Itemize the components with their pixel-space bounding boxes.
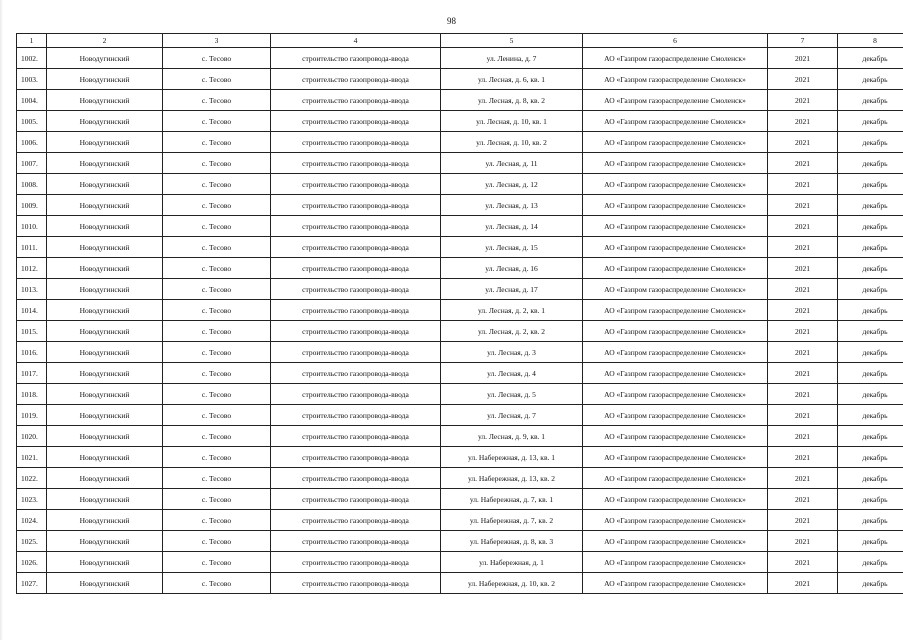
cell-district: Новодугинский <box>47 279 163 300</box>
cell-district: Новодугинский <box>47 300 163 321</box>
cell-district: Новодугинский <box>47 384 163 405</box>
cell-organization: АО «Газпром газораспределение Смоленск» <box>583 279 768 300</box>
cell-work-type: строительство газопровода-ввода <box>271 489 441 510</box>
cell-work-type: строительство газопровода-ввода <box>271 90 441 111</box>
cell-work-type: строительство газопровода-ввода <box>271 531 441 552</box>
scan-edge-shadow <box>0 0 3 640</box>
table-row <box>17 258 903 279</box>
cell-work-type: строительство газопровода-ввода <box>271 111 441 132</box>
cell-month: декабрь <box>838 153 903 174</box>
cell-organization: АО «Газпром газораспределение Смоленск» <box>583 342 768 363</box>
cell-month: декабрь <box>838 573 903 594</box>
table-row <box>17 174 903 195</box>
cell-district: Новодугинский <box>47 48 163 69</box>
table-row <box>17 405 903 426</box>
cell-month: декабрь <box>838 384 903 405</box>
cell-work-type: строительство газопровода-ввода <box>271 258 441 279</box>
table-row <box>17 552 903 573</box>
cell-organization: АО «Газпром газораспределение Смоленск» <box>583 489 768 510</box>
cell-row-number: 1024. <box>17 510 47 531</box>
cell-year: 2021 <box>768 573 838 594</box>
cell-row-number: 1020. <box>17 426 47 447</box>
table-row <box>17 363 903 384</box>
cell-month: декабрь <box>838 552 903 573</box>
cell-work-type: строительство газопровода-ввода <box>271 342 441 363</box>
cell-address: ул. Лесная, д. 12 <box>441 174 583 195</box>
table-row <box>17 489 903 510</box>
cell-address: ул. Лесная, д. 15 <box>441 237 583 258</box>
page-number: 98 <box>447 16 456 26</box>
cell-address: ул. Лесная, д. 16 <box>441 258 583 279</box>
table-row <box>17 279 903 300</box>
cell-month: декабрь <box>838 510 903 531</box>
cell-year: 2021 <box>768 90 838 111</box>
cell-settlement: с. Тесово <box>163 279 271 300</box>
cell-work-type: строительство газопровода-ввода <box>271 69 441 90</box>
cell-settlement: с. Тесово <box>163 111 271 132</box>
cell-district: Новодугинский <box>47 447 163 468</box>
table-row <box>17 111 903 132</box>
cell-year: 2021 <box>768 216 838 237</box>
cell-settlement: с. Тесово <box>163 216 271 237</box>
cell-row-number: 1004. <box>17 90 47 111</box>
cell-organization: АО «Газпром газораспределение Смоленск» <box>583 216 768 237</box>
cell-work-type: строительство газопровода-ввода <box>271 321 441 342</box>
cell-work-type: строительство газопровода-ввода <box>271 510 441 531</box>
cell-row-number: 1014. <box>17 300 47 321</box>
cell-district: Новодугинский <box>47 426 163 447</box>
cell-address: ул. Лесная, д. 11 <box>441 153 583 174</box>
cell-district: Новодугинский <box>47 111 163 132</box>
cell-address: ул. Набережная, д. 1 <box>441 552 583 573</box>
table-row <box>17 573 903 594</box>
cell-work-type: строительство газопровода-ввода <box>271 279 441 300</box>
cell-year: 2021 <box>768 195 838 216</box>
cell-settlement: с. Тесово <box>163 237 271 258</box>
cell-address: ул. Набережная, д. 10, кв. 2 <box>441 573 583 594</box>
cell-year: 2021 <box>768 321 838 342</box>
cell-month: декабрь <box>838 90 903 111</box>
cell-organization: АО «Газпром газораспределение Смоленск» <box>583 405 768 426</box>
cell-district: Новодугинский <box>47 132 163 153</box>
cell-settlement: с. Тесово <box>163 510 271 531</box>
cell-work-type: строительство газопровода-ввода <box>271 468 441 489</box>
cell-year: 2021 <box>768 363 838 384</box>
cell-settlement: с. Тесово <box>163 174 271 195</box>
cell-row-number: 1025. <box>17 531 47 552</box>
header-row <box>17 34 903 48</box>
cell-district: Новодугинский <box>47 174 163 195</box>
cell-district: Новодугинский <box>47 510 163 531</box>
cell-row-number: 1016. <box>17 342 47 363</box>
cell-year: 2021 <box>768 447 838 468</box>
cell-year: 2021 <box>768 132 838 153</box>
cell-work-type: строительство газопровода-ввода <box>271 174 441 195</box>
cell-settlement: с. Тесово <box>163 321 271 342</box>
cell-district: Новодугинский <box>47 363 163 384</box>
column-header-2: 2 <box>47 34 163 48</box>
cell-row-number: 1017. <box>17 363 47 384</box>
cell-work-type: строительство газопровода-ввода <box>271 426 441 447</box>
cell-month: декабрь <box>838 258 903 279</box>
cell-organization: АО «Газпром газораспределение Смоленск» <box>583 48 768 69</box>
cell-month: декабрь <box>838 363 903 384</box>
cell-address: ул. Лесная, д. 13 <box>441 195 583 216</box>
cell-district: Новодугинский <box>47 258 163 279</box>
table-row <box>17 426 903 447</box>
cell-organization: АО «Газпром газораспределение Смоленск» <box>583 573 768 594</box>
cell-work-type: строительство газопровода-ввода <box>271 195 441 216</box>
cell-row-number: 1008. <box>17 174 47 195</box>
table-row <box>17 510 903 531</box>
cell-settlement: с. Тесово <box>163 573 271 594</box>
cell-row-number: 1015. <box>17 321 47 342</box>
column-header-7: 7 <box>768 34 838 48</box>
cell-settlement: с. Тесово <box>163 363 271 384</box>
cell-address: ул. Набережная, д. 7, кв. 1 <box>441 489 583 510</box>
cell-district: Новодугинский <box>47 216 163 237</box>
cell-address: ул. Лесная, д. 2, кв. 2 <box>441 321 583 342</box>
cell-month: декабрь <box>838 237 903 258</box>
cell-district: Новодугинский <box>47 321 163 342</box>
cell-district: Новодугинский <box>47 405 163 426</box>
cell-row-number: 1003. <box>17 69 47 90</box>
cell-year: 2021 <box>768 426 838 447</box>
cell-row-number: 1011. <box>17 237 47 258</box>
cell-settlement: с. Тесово <box>163 195 271 216</box>
cell-work-type: строительство газопровода-ввода <box>271 300 441 321</box>
table-row <box>17 195 903 216</box>
cell-settlement: с. Тесово <box>163 426 271 447</box>
column-header-1: 1 <box>17 34 47 48</box>
cell-work-type: строительство газопровода-ввода <box>271 237 441 258</box>
cell-district: Новодугинский <box>47 489 163 510</box>
table-row <box>17 468 903 489</box>
table-row <box>17 48 903 69</box>
cell-month: декабрь <box>838 405 903 426</box>
cell-row-number: 1006. <box>17 132 47 153</box>
cell-address: ул. Набережная, д. 13, кв. 2 <box>441 468 583 489</box>
cell-work-type: строительство газопровода-ввода <box>271 216 441 237</box>
cell-address: ул. Лесная, д. 8, кв. 2 <box>441 90 583 111</box>
cell-row-number: 1023. <box>17 489 47 510</box>
cell-district: Новодугинский <box>47 237 163 258</box>
cell-address: ул. Лесная, д. 10, кв. 1 <box>441 111 583 132</box>
cell-settlement: с. Тесово <box>163 132 271 153</box>
cell-row-number: 1012. <box>17 258 47 279</box>
cell-address: ул. Лесная, д. 6, кв. 1 <box>441 69 583 90</box>
cell-month: декабрь <box>838 531 903 552</box>
cell-year: 2021 <box>768 489 838 510</box>
cell-month: декабрь <box>838 321 903 342</box>
cell-year: 2021 <box>768 552 838 573</box>
cell-year: 2021 <box>768 153 838 174</box>
cell-organization: АО «Газпром газораспределение Смоленск» <box>583 552 768 573</box>
cell-organization: АО «Газпром газораспределение Смоленск» <box>583 468 768 489</box>
cell-work-type: строительство газопровода-ввода <box>271 153 441 174</box>
registry-table <box>16 33 903 594</box>
table-row <box>17 300 903 321</box>
cell-organization: АО «Газпром газораспределение Смоленск» <box>583 510 768 531</box>
cell-address: ул. Ленина, д. 7 <box>441 48 583 69</box>
cell-district: Новодугинский <box>47 90 163 111</box>
cell-year: 2021 <box>768 174 838 195</box>
cell-district: Новодугинский <box>47 531 163 552</box>
cell-work-type: строительство газопровода-ввода <box>271 132 441 153</box>
cell-settlement: с. Тесово <box>163 90 271 111</box>
cell-work-type: строительство газопровода-ввода <box>271 384 441 405</box>
cell-year: 2021 <box>768 384 838 405</box>
cell-address: ул. Набережная, д. 7, кв. 2 <box>441 510 583 531</box>
cell-organization: АО «Газпром газораспределение Смоленск» <box>583 111 768 132</box>
cell-settlement: с. Тесово <box>163 342 271 363</box>
cell-month: декабрь <box>838 195 903 216</box>
cell-address: ул. Лесная, д. 2, кв. 1 <box>441 300 583 321</box>
table-row <box>17 216 903 237</box>
cell-address: ул. Лесная, д. 9, кв. 1 <box>441 426 583 447</box>
cell-month: декабрь <box>838 69 903 90</box>
cell-row-number: 1022. <box>17 468 47 489</box>
cell-organization: АО «Газпром газораспределение Смоленск» <box>583 447 768 468</box>
cell-settlement: с. Тесово <box>163 300 271 321</box>
cell-row-number: 1005. <box>17 111 47 132</box>
cell-row-number: 1009. <box>17 195 47 216</box>
cell-settlement: с. Тесово <box>163 552 271 573</box>
cell-organization: АО «Газпром газораспределение Смоленск» <box>583 90 768 111</box>
cell-year: 2021 <box>768 510 838 531</box>
cell-address: ул. Лесная, д. 3 <box>441 342 583 363</box>
cell-work-type: строительство газопровода-ввода <box>271 573 441 594</box>
cell-district: Новодугинский <box>47 468 163 489</box>
table-row <box>17 90 903 111</box>
cell-year: 2021 <box>768 468 838 489</box>
cell-settlement: с. Тесово <box>163 384 271 405</box>
cell-address: ул. Лесная, д. 4 <box>441 363 583 384</box>
cell-settlement: с. Тесово <box>163 531 271 552</box>
cell-work-type: строительство газопровода-ввода <box>271 447 441 468</box>
table-row <box>17 321 903 342</box>
cell-address: ул. Набережная, д. 13, кв. 1 <box>441 447 583 468</box>
cell-organization: АО «Газпром газораспределение Смоленск» <box>583 363 768 384</box>
cell-month: декабрь <box>838 111 903 132</box>
cell-row-number: 1026. <box>17 552 47 573</box>
cell-address: ул. Лесная, д. 7 <box>441 405 583 426</box>
cell-settlement: с. Тесово <box>163 258 271 279</box>
cell-settlement: с. Тесово <box>163 405 271 426</box>
cell-row-number: 1027. <box>17 573 47 594</box>
cell-organization: АО «Газпром газораспределение Смоленск» <box>583 132 768 153</box>
cell-organization: АО «Газпром газораспределение Смоленск» <box>583 195 768 216</box>
cell-organization: АО «Газпром газораспределение Смоленск» <box>583 174 768 195</box>
cell-organization: АО «Газпром газораспределение Смоленск» <box>583 531 768 552</box>
column-header-8: 8 <box>838 34 903 48</box>
cell-row-number: 1019. <box>17 405 47 426</box>
cell-year: 2021 <box>768 531 838 552</box>
cell-district: Новодугинский <box>47 552 163 573</box>
cell-organization: АО «Газпром газораспределение Смоленск» <box>583 69 768 90</box>
cell-month: декабрь <box>838 342 903 363</box>
cell-year: 2021 <box>768 300 838 321</box>
table-row <box>17 69 903 90</box>
cell-organization: АО «Газпром газораспределение Смоленск» <box>583 426 768 447</box>
cell-organization: АО «Газпром газораспределение Смоленск» <box>583 237 768 258</box>
cell-address: ул. Лесная, д. 10, кв. 2 <box>441 132 583 153</box>
cell-month: декабрь <box>838 216 903 237</box>
cell-district: Новодугинский <box>47 69 163 90</box>
cell-row-number: 1007. <box>17 153 47 174</box>
table-row <box>17 237 903 258</box>
cell-address: ул. Лесная, д. 14 <box>441 216 583 237</box>
cell-organization: АО «Газпром газораспределение Смоленск» <box>583 300 768 321</box>
table-row <box>17 447 903 468</box>
cell-month: декабрь <box>838 447 903 468</box>
cell-year: 2021 <box>768 111 838 132</box>
cell-month: декабрь <box>838 489 903 510</box>
cell-row-number: 1018. <box>17 384 47 405</box>
cell-year: 2021 <box>768 342 838 363</box>
cell-organization: АО «Газпром газораспределение Смоленск» <box>583 258 768 279</box>
column-header-3: 3 <box>163 34 271 48</box>
cell-year: 2021 <box>768 279 838 300</box>
column-header-5: 5 <box>441 34 583 48</box>
cell-address: ул. Лесная, д. 5 <box>441 384 583 405</box>
cell-settlement: с. Тесово <box>163 48 271 69</box>
cell-month: декабрь <box>838 300 903 321</box>
cell-settlement: с. Тесово <box>163 69 271 90</box>
column-header-6: 6 <box>583 34 768 48</box>
cell-address: ул. Лесная, д. 17 <box>441 279 583 300</box>
cell-row-number: 1021. <box>17 447 47 468</box>
table-row <box>17 132 903 153</box>
cell-district: Новодугинский <box>47 195 163 216</box>
cell-district: Новодугинский <box>47 342 163 363</box>
cell-month: декабрь <box>838 426 903 447</box>
cell-district: Новодугинский <box>47 573 163 594</box>
cell-year: 2021 <box>768 237 838 258</box>
cell-organization: АО «Газпром газораспределение Смоленск» <box>583 153 768 174</box>
cell-work-type: строительство газопровода-ввода <box>271 363 441 384</box>
cell-organization: АО «Газпром газораспределение Смоленск» <box>583 321 768 342</box>
cell-month: декабрь <box>838 132 903 153</box>
cell-work-type: строительство газопровода-ввода <box>271 405 441 426</box>
cell-month: декабрь <box>838 279 903 300</box>
column-header-4: 4 <box>271 34 441 48</box>
cell-row-number: 1013. <box>17 279 47 300</box>
cell-row-number: 1002. <box>17 48 47 69</box>
cell-year: 2021 <box>768 405 838 426</box>
cell-year: 2021 <box>768 69 838 90</box>
cell-year: 2021 <box>768 258 838 279</box>
cell-month: декабрь <box>838 468 903 489</box>
cell-row-number: 1010. <box>17 216 47 237</box>
cell-settlement: с. Тесово <box>163 489 271 510</box>
cell-organization: АО «Газпром газораспределение Смоленск» <box>583 384 768 405</box>
cell-address: ул. Набережная, д. 8, кв. 3 <box>441 531 583 552</box>
cell-settlement: с. Тесово <box>163 153 271 174</box>
cell-work-type: строительство газопровода-ввода <box>271 48 441 69</box>
cell-settlement: с. Тесово <box>163 468 271 489</box>
table-row <box>17 531 903 552</box>
table-body <box>17 48 903 594</box>
cell-year: 2021 <box>768 48 838 69</box>
cell-month: декабрь <box>838 48 903 69</box>
table-row <box>17 384 903 405</box>
table-row <box>17 153 903 174</box>
table-row <box>17 342 903 363</box>
cell-month: декабрь <box>838 174 903 195</box>
cell-settlement: с. Тесово <box>163 447 271 468</box>
cell-district: Новодугинский <box>47 153 163 174</box>
cell-work-type: строительство газопровода-ввода <box>271 552 441 573</box>
